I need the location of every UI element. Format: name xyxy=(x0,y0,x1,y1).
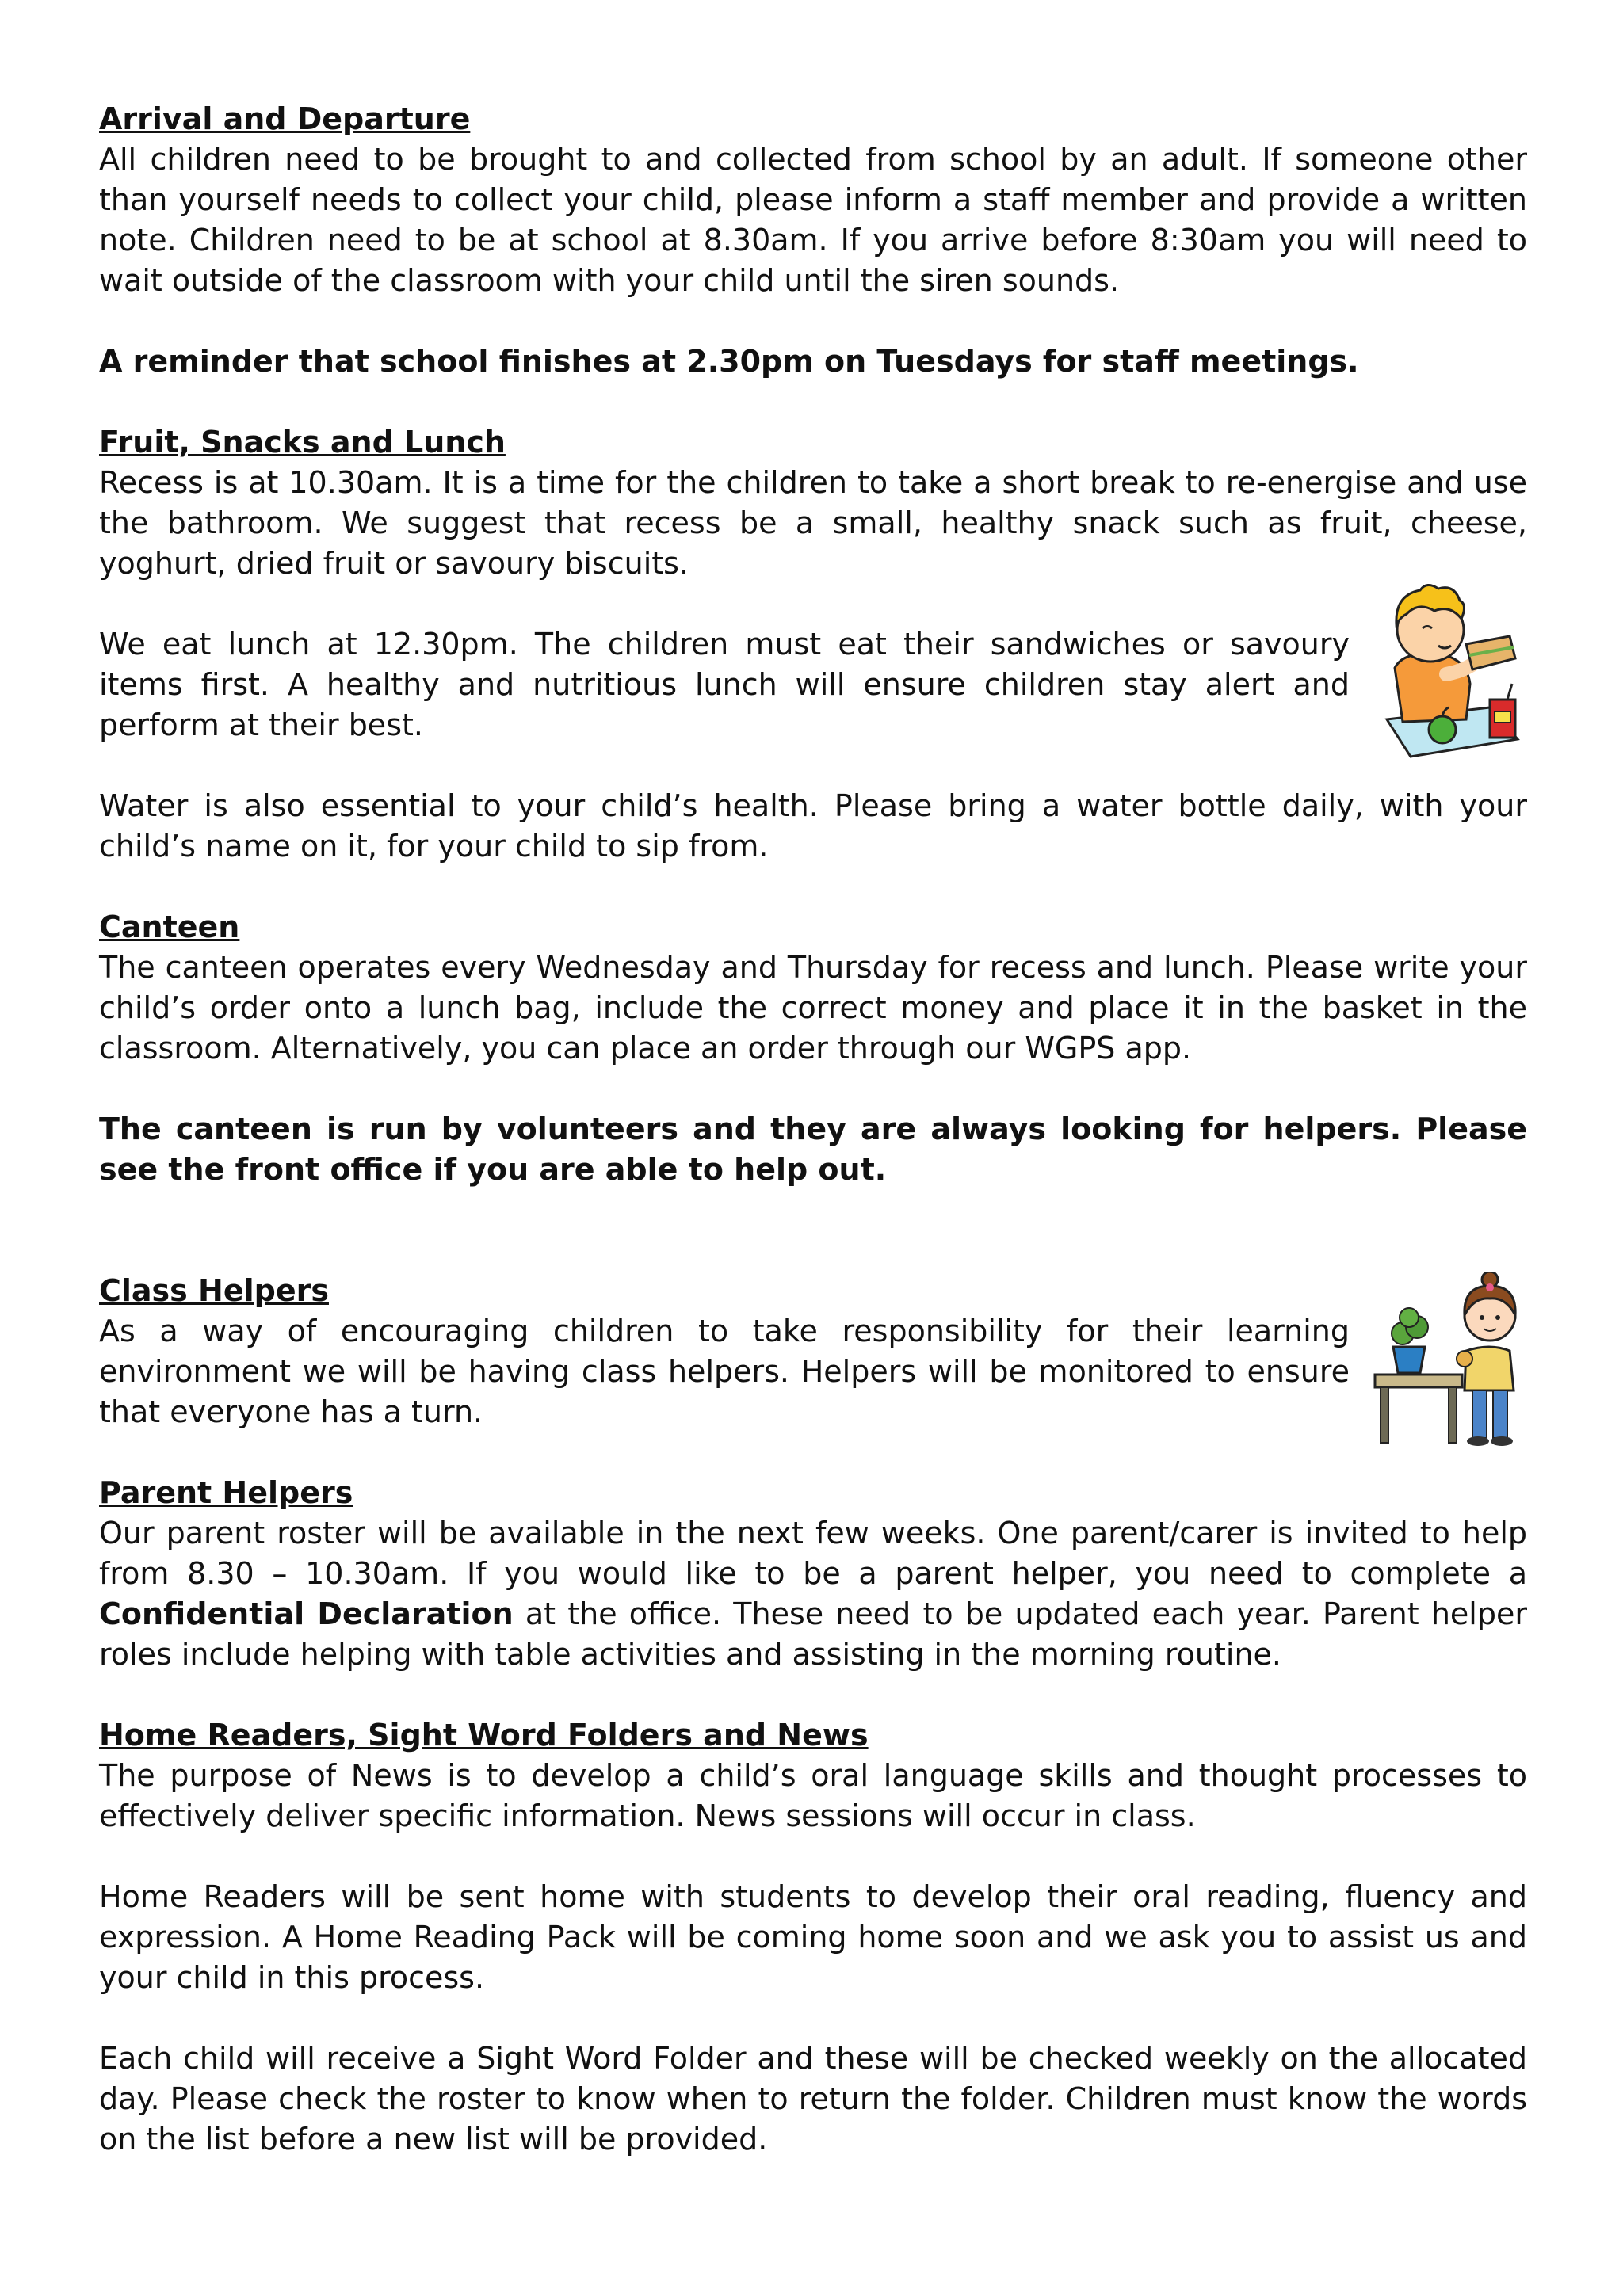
document-page xyxy=(99,99,1527,2160)
heading-parent-helpers: Parent Helpers xyxy=(99,1475,353,1510)
lunch-text: We eat lunch at 12.30pm. The children must eat their sandwiches or savoury items first. A healthy and nutritious lunch will ensure children stay alert and perform at their best. xyxy=(99,627,1350,742)
class-helpers-text: As a way of encouraging children to take responsibility for their learning environment we will be having class helpers. Helpers will be monitored to ensure that everyone has a turn. xyxy=(99,1314,1350,1429)
parent-helpers-text xyxy=(99,1513,1527,1675)
parent-helpers-text-before: Our parent roster will be available in the next few weeks. One parent/carer is invited to help from 8.30 – 10.30am. If you would like to be a parent helper, you need to complete a xyxy=(99,1516,1527,1591)
sight-words-text: Each child will receive a Sight Word Folder and these will be checked weekly on the allocated day. Please check the roster to know when to return the folder. Children must know the words on the list before a new list will be provided. xyxy=(99,2041,1527,2157)
parent-helpers-text-after: at the office. These need to be updated each year. Parent helper roles include helping with table activities and assisting in the morning routine. xyxy=(99,1596,1527,1672)
heading-home-readers: Home Readers, Sight Word Folders and News xyxy=(99,1718,869,1753)
reminder-text: A reminder that school finishes at 2.30pm on Tuesdays for staff meetings. xyxy=(99,344,1359,379)
girl-with-plant-illustration xyxy=(1371,1272,1529,1450)
home-readers-text: Home Readers will be sent home with students to develop their oral reading, fluency and expression. A Home Reading Pack will be coming home soon and we ask you to assist us and your child in this process. xyxy=(99,1879,1527,1995)
confidential-declaration-term: Confidential Declaration xyxy=(99,1596,514,1631)
canteen-text: The canteen operates every Wednesday and Thursday for recess and lunch. Please write your child’s order onto a lunch bag, include the correct money and place it in the basket in the classroom. Alternatively, you can place an order through our WGPS app. xyxy=(99,950,1527,1066)
water-text: Water is also essential to your child’s health. Please bring a water bottle daily, with your child’s name on it, for your child to sip from. xyxy=(99,788,1527,864)
canteen-volunteers-text: The canteen is run by volunteers and they are always looking for helpers. Please see the front office if you are able to help out. xyxy=(99,1112,1527,1187)
arrival-text: All children need to be brought to and collected from school by an adult. If someone other than yourself needs to collect your child, please inform a staff member and provide a written note. Children need to be at school at 8.30am. If you arrive before 8:30am you will need to wait outside of the classroom with your child until the siren sounds. xyxy=(99,142,1527,298)
heading-arrival: Arrival and Departure xyxy=(99,101,471,136)
heading-canteen: Canteen xyxy=(99,910,240,944)
heading-class-helpers: Class Helpers xyxy=(99,1273,329,1308)
news-text: The purpose of News is to develop a child’s oral language skills and thought processes to effectively deliver specific information. News sessions will occur in class. xyxy=(99,1758,1527,1833)
heading-fruit-snacks-lunch: Fruit, Snacks and Lunch xyxy=(99,425,506,460)
recess-text: Recess is at 10.30am. It is a time for the children to take a short break to re-energise and use the bathroom. We suggest that recess be a small, healthy snack such as fruit, cheese, yoghurt, dried fruit or savoury biscuits. xyxy=(99,465,1527,581)
boy-eating-sandwich-illustration xyxy=(1371,581,1529,767)
